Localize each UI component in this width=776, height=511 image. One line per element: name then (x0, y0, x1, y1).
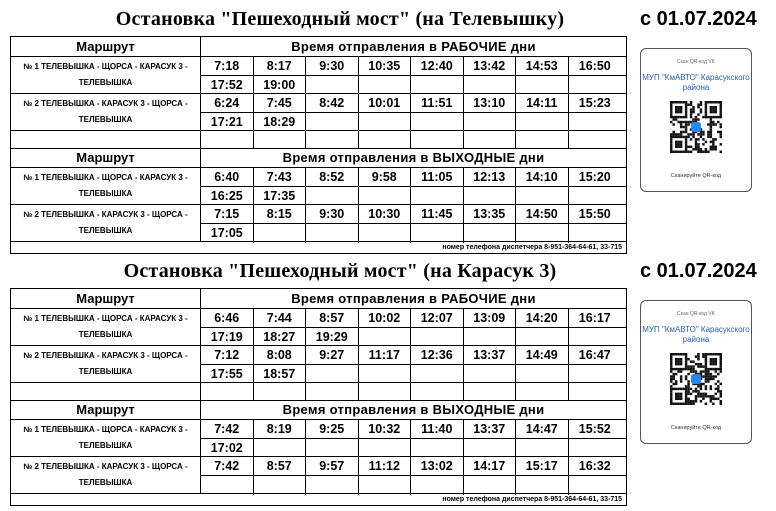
departure-time: 16:25 (201, 187, 254, 206)
time-row (201, 205, 626, 224)
departure-time: 17:19 (201, 328, 254, 347)
departure-time: 10:01 (359, 94, 412, 113)
departure-time: 17:35 (254, 187, 307, 206)
blank-cell (464, 131, 517, 149)
qr-org-name: МУП "КмАВТО" Карасукского района (642, 325, 750, 344)
departure-time: 6:46 (201, 309, 254, 328)
route-group (11, 167, 626, 204)
header-row (11, 148, 626, 167)
departure-time: 7:44 (254, 309, 307, 328)
route-group (11, 56, 626, 93)
departure-time: 13:37 (464, 420, 517, 439)
route-name: № 2 ТЕЛЕВЫШКА - КАРАСУК 3 - ЩОРСА - ТЕЛЕВЫШКА (11, 457, 201, 493)
departure-time: 11:17 (359, 346, 412, 365)
departure-time: 10:35 (359, 57, 412, 76)
qr-footer-text: Сканируйте QR-код (670, 173, 722, 179)
header-row (11, 289, 626, 308)
time-row (201, 420, 626, 439)
timetable (10, 288, 627, 506)
departure-time: 16:32 (578, 458, 611, 473)
route-name: № 1 ТЕЛЕВЫШКА - ЩОРСА - КАРАСУК 3 - ТЕЛЕВЫШКА (11, 57, 201, 93)
departure-time: 18:27 (254, 328, 307, 347)
departure-time: 8:08 (254, 346, 307, 365)
blank-cell (569, 131, 622, 149)
departure-time: 8:15 (254, 205, 307, 224)
departure-time: 14:47 (516, 420, 569, 439)
departure-time: 11:45 (411, 205, 464, 224)
departure-time: 9:57 (306, 457, 359, 476)
departure-time: 7:43 (254, 168, 307, 187)
departure-time: 15:17 (516, 457, 569, 476)
route-name: № 1 ТЕЛЕВЫШКА - ЩОРСА - КАРАСУК 3 - ТЕЛЕВЫШКА (11, 168, 201, 204)
route-header: Маршрут (11, 149, 201, 167)
departure-time: 9:30 (306, 57, 359, 76)
departure-time: 10:02 (359, 309, 412, 328)
route-name: № 1 ТЕЛЕВЫШКА - ЩОРСА - КАРАСУК 3 - ТЕЛЕВЫШКА (11, 309, 201, 345)
departure-time: 11:40 (411, 420, 464, 439)
route-name: № 2 ТЕЛЕВЫШКА - КАРАСУК 3 - ЩОРСА - ТЕЛЕВЫШКА (11, 346, 201, 382)
departure-time: 14:53 (516, 57, 569, 76)
time-row (201, 309, 626, 328)
departure-time: 7:15 (201, 205, 254, 224)
departure-time: 12:40 (411, 57, 464, 76)
departure-time: 13:02 (411, 457, 464, 476)
departure-header: Время отправления в ВЫХОДНЫЕ дни (282, 150, 545, 166)
departure-time: 8:57 (306, 309, 359, 328)
departure-time: 14:49 (516, 346, 569, 365)
blank-cell (359, 131, 412, 149)
route-header: Маршрут (11, 289, 201, 308)
departure-time: 17:05 (201, 224, 254, 243)
blank-cell (464, 383, 517, 401)
departure-time: 8:57 (254, 457, 307, 476)
blank-cell (11, 383, 201, 401)
departure-time: 16:50 (578, 58, 611, 73)
vk-qr-card[interactable] (640, 300, 752, 444)
departure-time: 9:30 (306, 205, 359, 224)
blank-cells (201, 383, 626, 401)
route-name: № 2 ТЕЛЕВЫШКА - КАРАСУК 3 - ЩОРСА - ТЕЛЕВЫШКА (11, 205, 201, 241)
blank-cell (569, 383, 622, 401)
departure-header: Время отправления в РАБОЧИЕ дни (291, 38, 536, 54)
vk-qr-card[interactable] (640, 48, 752, 192)
route-name: № 2 ТЕЛЕВЫШКА - КАРАСУК 3 - ЩОРСА - ТЕЛЕВЫШКА (11, 94, 201, 130)
departure-time: 7:42 (201, 457, 254, 476)
dispatcher-phone: номер телефона диспетчера 8-951-364-64-61, 33-715 (11, 241, 626, 253)
route-group (11, 204, 626, 241)
departure-time: 18:29 (254, 113, 307, 132)
qr-org-name: МУП "КмАВТО" Карасукского района (642, 73, 750, 92)
departure-time: 13:37 (464, 346, 517, 365)
timetable (10, 36, 627, 254)
departure-time: 15:20 (578, 169, 611, 184)
departure-time: 8:42 (306, 94, 359, 113)
header-row (11, 37, 626, 56)
qr-code-icon (670, 101, 722, 153)
departure-time: 6:40 (201, 168, 254, 187)
departure-time: 17:02 (201, 439, 254, 458)
schedule-block (0, 258, 776, 508)
departure-time: 17:55 (201, 365, 254, 384)
departure-time: 13:10 (464, 94, 517, 113)
departure-time: 9:27 (306, 346, 359, 365)
departure-time: 13:42 (464, 57, 517, 76)
schedule-block (0, 6, 776, 256)
blank-cell (411, 131, 464, 149)
blank-cell (411, 383, 464, 401)
departure-time: 10:30 (359, 205, 412, 224)
blank-cell (254, 131, 307, 149)
departure-time: 17:52 (201, 76, 254, 95)
departure-time: 11:51 (411, 94, 464, 113)
route-group (11, 308, 626, 345)
route-group (11, 456, 626, 493)
route-group (11, 419, 626, 456)
route-group (11, 345, 626, 382)
blank-cell (201, 131, 254, 149)
route-header: Маршрут (11, 401, 201, 419)
departure-time: 15:50 (578, 206, 611, 221)
departure-time: 7:45 (254, 94, 307, 113)
stop-title: Остановка "Пешеходный мост" (на Телевышку) (115, 8, 565, 30)
blank-cell (306, 383, 359, 401)
qr-caption: Скан QR-код VK (677, 311, 715, 317)
departure-time: 12:13 (464, 168, 517, 187)
blank-cell (254, 383, 307, 401)
route-group (11, 93, 626, 130)
header-row (11, 400, 626, 419)
departure-time: 15:23 (578, 95, 611, 110)
blank-cells (201, 131, 626, 149)
qr-footer-text: Сканируйте QR-код (670, 425, 722, 431)
qr-caption: Скан QR-код VK (677, 59, 715, 65)
departure-time: 8:52 (306, 168, 359, 187)
departure-time: 14:17 (464, 457, 517, 476)
time-row (201, 168, 626, 187)
route-name: № 1 ТЕЛЕВЫШКА - ЩОРСА - КАРАСУК 3 - ТЕЛЕВЫШКА (11, 420, 201, 456)
time-row (201, 94, 626, 113)
departure-time: 12:07 (411, 309, 464, 328)
blank-cell (359, 383, 412, 401)
time-row (201, 57, 626, 76)
departure-time: 10:32 (359, 420, 412, 439)
dispatcher-phone: номер телефона диспетчера 8-951-364-64-61, 33-715 (11, 493, 626, 505)
departure-header: Время отправления в ВЫХОДНЫЕ дни (282, 402, 545, 418)
departure-time: 9:25 (306, 420, 359, 439)
departure-time: 13:09 (464, 309, 517, 328)
departure-time: 8:17 (254, 57, 307, 76)
time-row (201, 346, 626, 365)
stop-title: Остановка "Пешеходный мост" (на Карасук 3) (123, 260, 557, 282)
departure-time: 11:05 (411, 168, 464, 187)
departure-time: 18:57 (254, 365, 307, 384)
route-header: Маршрут (11, 37, 201, 56)
effective-date: с 01.07.2024 (640, 8, 757, 30)
effective-date: с 01.07.2024 (640, 260, 757, 282)
departure-time: 19:00 (254, 76, 307, 95)
departure-time: 9:58 (359, 168, 412, 187)
blank-cell (516, 131, 569, 149)
departure-time: 7:18 (201, 57, 254, 76)
departure-time: 13:35 (464, 205, 517, 224)
departure-time: 17:21 (201, 113, 254, 132)
departure-time: 7:42 (201, 420, 254, 439)
departure-time: 15:52 (578, 421, 611, 436)
departure-time: 14:10 (516, 168, 569, 187)
departure-time: 8:19 (254, 420, 307, 439)
departure-time: 14:11 (516, 94, 569, 113)
departure-time: 14:50 (516, 205, 569, 224)
departure-time: 19:29 (306, 328, 359, 347)
blank-cell (201, 383, 254, 401)
blank-row (11, 382, 626, 401)
departure-time: 16:17 (578, 310, 611, 325)
time-row (201, 457, 626, 476)
departure-time: 6:24 (201, 94, 254, 113)
departure-time: 7:12 (201, 346, 254, 365)
blank-cell (516, 383, 569, 401)
departure-time: 11:12 (359, 457, 412, 476)
departure-header: Время отправления в РАБОЧИЕ дни (291, 290, 536, 306)
qr-code-icon (670, 353, 722, 405)
blank-cell (11, 131, 201, 149)
blank-cell (306, 131, 359, 149)
departure-time: 12:36 (411, 346, 464, 365)
blank-row (11, 130, 626, 149)
departure-time: 14:20 (516, 309, 569, 328)
departure-time: 16:47 (578, 347, 611, 362)
